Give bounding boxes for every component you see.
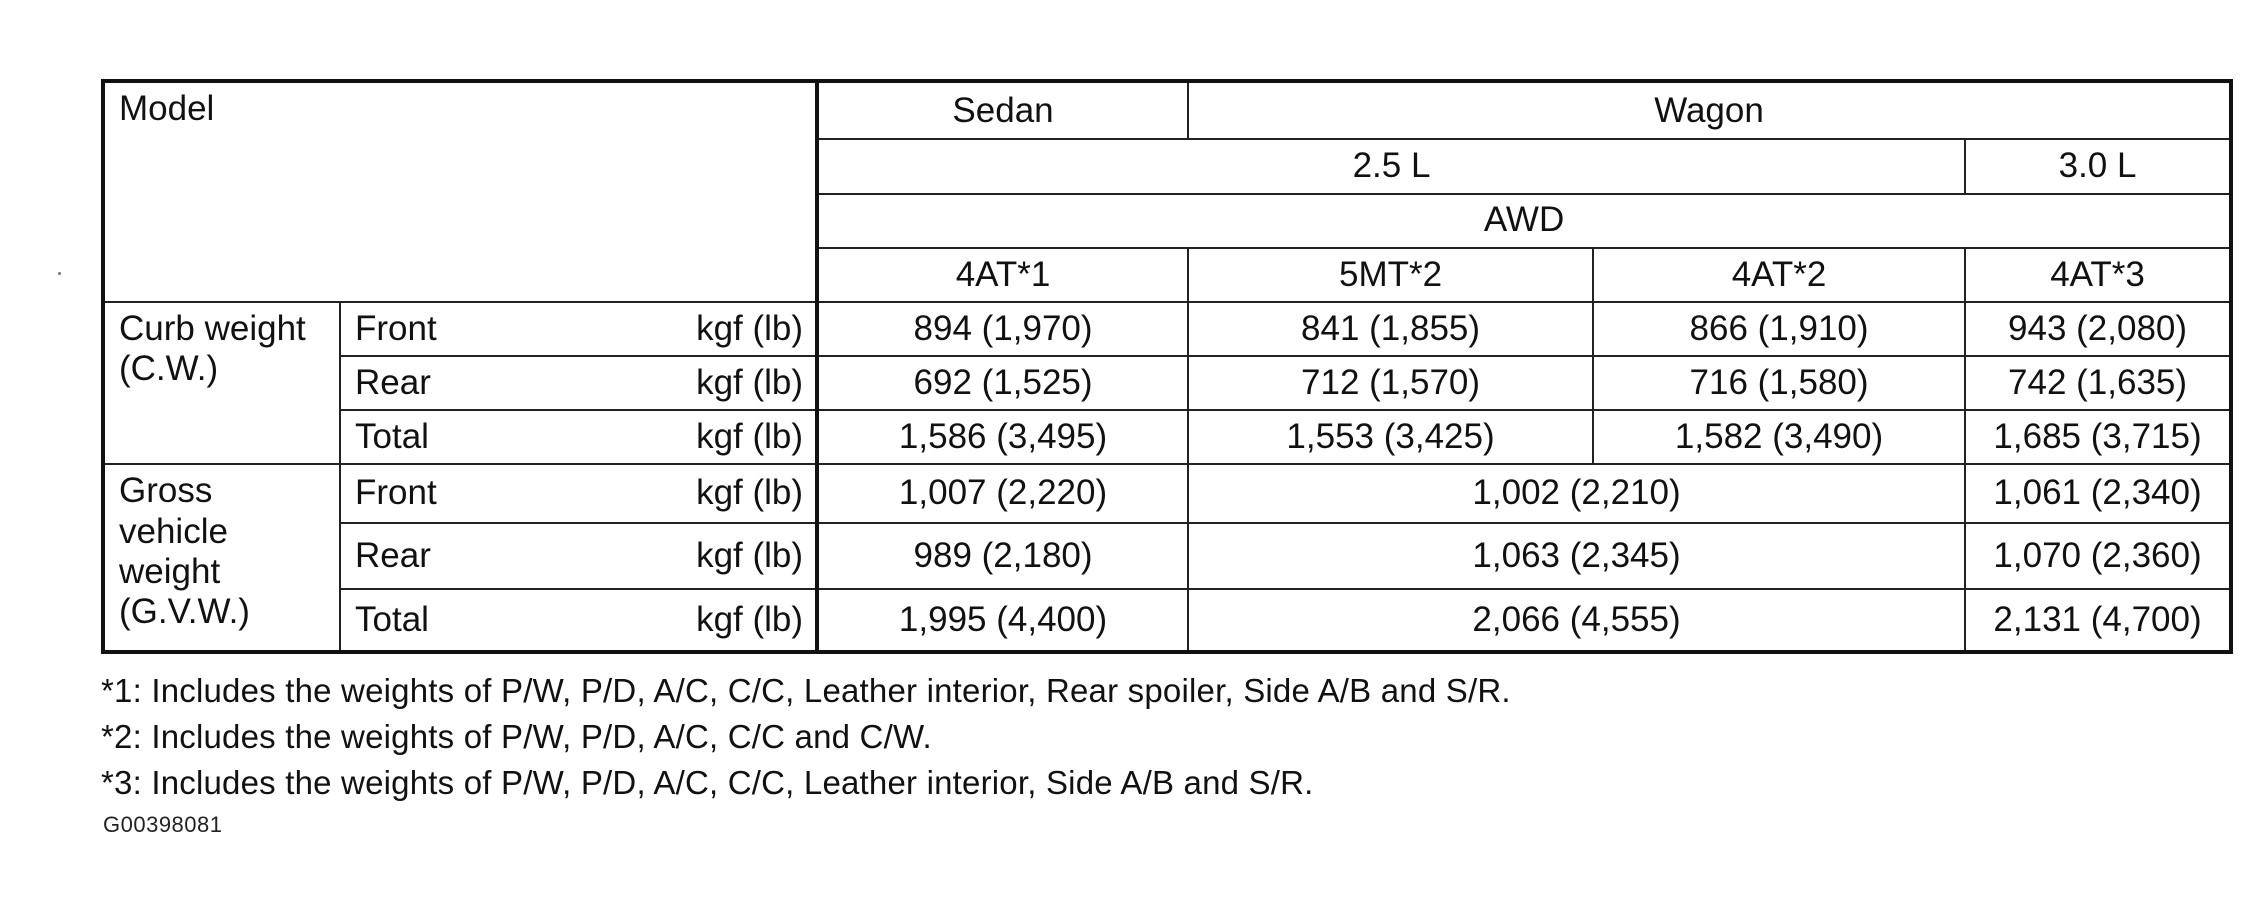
- table-row: [103, 356, 2231, 410]
- engine-3-0-header: 3.0 L: [1965, 139, 2231, 193]
- row-label-front: Front: [340, 302, 485, 356]
- value-cell: 2,066 (4,555): [1188, 589, 1965, 652]
- value-cell: 692 (1,525): [817, 356, 1188, 410]
- trim-header: 5MT*2: [1188, 248, 1593, 302]
- table-row: [103, 464, 2231, 522]
- footnote-2: *2: Includes the weights of P/W, P/D, A/C, C/C and C/W.: [101, 718, 932, 755]
- row-label-rear: Rear: [340, 523, 485, 590]
- value-cell: 1,070 (2,360): [1965, 523, 2231, 590]
- figure-code: G00398081: [103, 812, 223, 837]
- unit-label: kgf (lb): [485, 589, 817, 652]
- unit-label: kgf (lb): [485, 523, 817, 590]
- footnotes: [101, 668, 1511, 806]
- row-label-total: Total: [340, 410, 485, 464]
- table-row: [103, 523, 2231, 590]
- wagon-header: Wagon: [1188, 81, 2231, 139]
- value-cell: 1,582 (3,490): [1593, 410, 1965, 464]
- table-row: [103, 410, 2231, 464]
- value-cell: 1,061 (2,340): [1965, 464, 2231, 522]
- value-cell: 712 (1,570): [1188, 356, 1593, 410]
- model-header-cell: [103, 81, 817, 302]
- unit-label: kgf (lb): [485, 302, 817, 356]
- value-cell: 1,995 (4,400): [817, 589, 1188, 652]
- scan-speck: [58, 272, 61, 275]
- gvw-label: Gross vehicle weight (G.V.W.): [103, 464, 340, 652]
- header-row-body-type: [103, 81, 2231, 139]
- value-cell: 943 (2,080): [1965, 302, 2231, 356]
- value-cell: 1,553 (3,425): [1188, 410, 1593, 464]
- unit-label: kgf (lb): [485, 356, 817, 410]
- drive-header: AWD: [817, 194, 2231, 248]
- value-cell: 2,131 (4,700): [1965, 589, 2231, 652]
- trim-header: 4AT*3: [1965, 248, 2231, 302]
- trim-header: 4AT*1: [817, 248, 1188, 302]
- value-cell: 1,002 (2,210): [1188, 464, 1965, 522]
- unit-label: kgf (lb): [485, 464, 817, 522]
- value-cell: 716 (1,580): [1593, 356, 1965, 410]
- value-cell: 1,685 (3,715): [1965, 410, 2231, 464]
- row-label-total: Total: [340, 589, 485, 652]
- unit-label: kgf (lb): [485, 410, 817, 464]
- model-label: Model: [119, 89, 215, 128]
- footnote-3: *3: Includes the weights of P/W, P/D, A/C, C/C, Leather interior, Side A/B and S/R.: [101, 764, 1314, 801]
- value-cell: 841 (1,855): [1188, 302, 1593, 356]
- row-label-rear: Rear: [340, 356, 485, 410]
- table-row: [103, 589, 2231, 652]
- value-cell: 894 (1,970): [817, 302, 1188, 356]
- value-cell: 742 (1,635): [1965, 356, 2231, 410]
- curb-weight-label: Curb weight (C.W.): [103, 302, 340, 465]
- value-cell: 1,063 (2,345): [1188, 523, 1965, 590]
- trim-header: 4AT*2: [1593, 248, 1965, 302]
- value-cell: 1,586 (3,495): [817, 410, 1188, 464]
- sedan-header: Sedan: [817, 81, 1188, 139]
- value-cell: 866 (1,910): [1593, 302, 1965, 356]
- row-label-front: Front: [340, 464, 485, 522]
- vehicle-weight-table: [101, 79, 2233, 654]
- value-cell: 989 (2,180): [817, 523, 1188, 590]
- footnote-1: *1: Includes the weights of P/W, P/D, A/C, C/C, Leather interior, Rear spoiler, Side A/B and S/R.: [101, 672, 1511, 709]
- engine-2-5-header: 2.5 L: [817, 139, 1965, 193]
- table-row: [103, 302, 2231, 356]
- value-cell: 1,007 (2,220): [817, 464, 1188, 522]
